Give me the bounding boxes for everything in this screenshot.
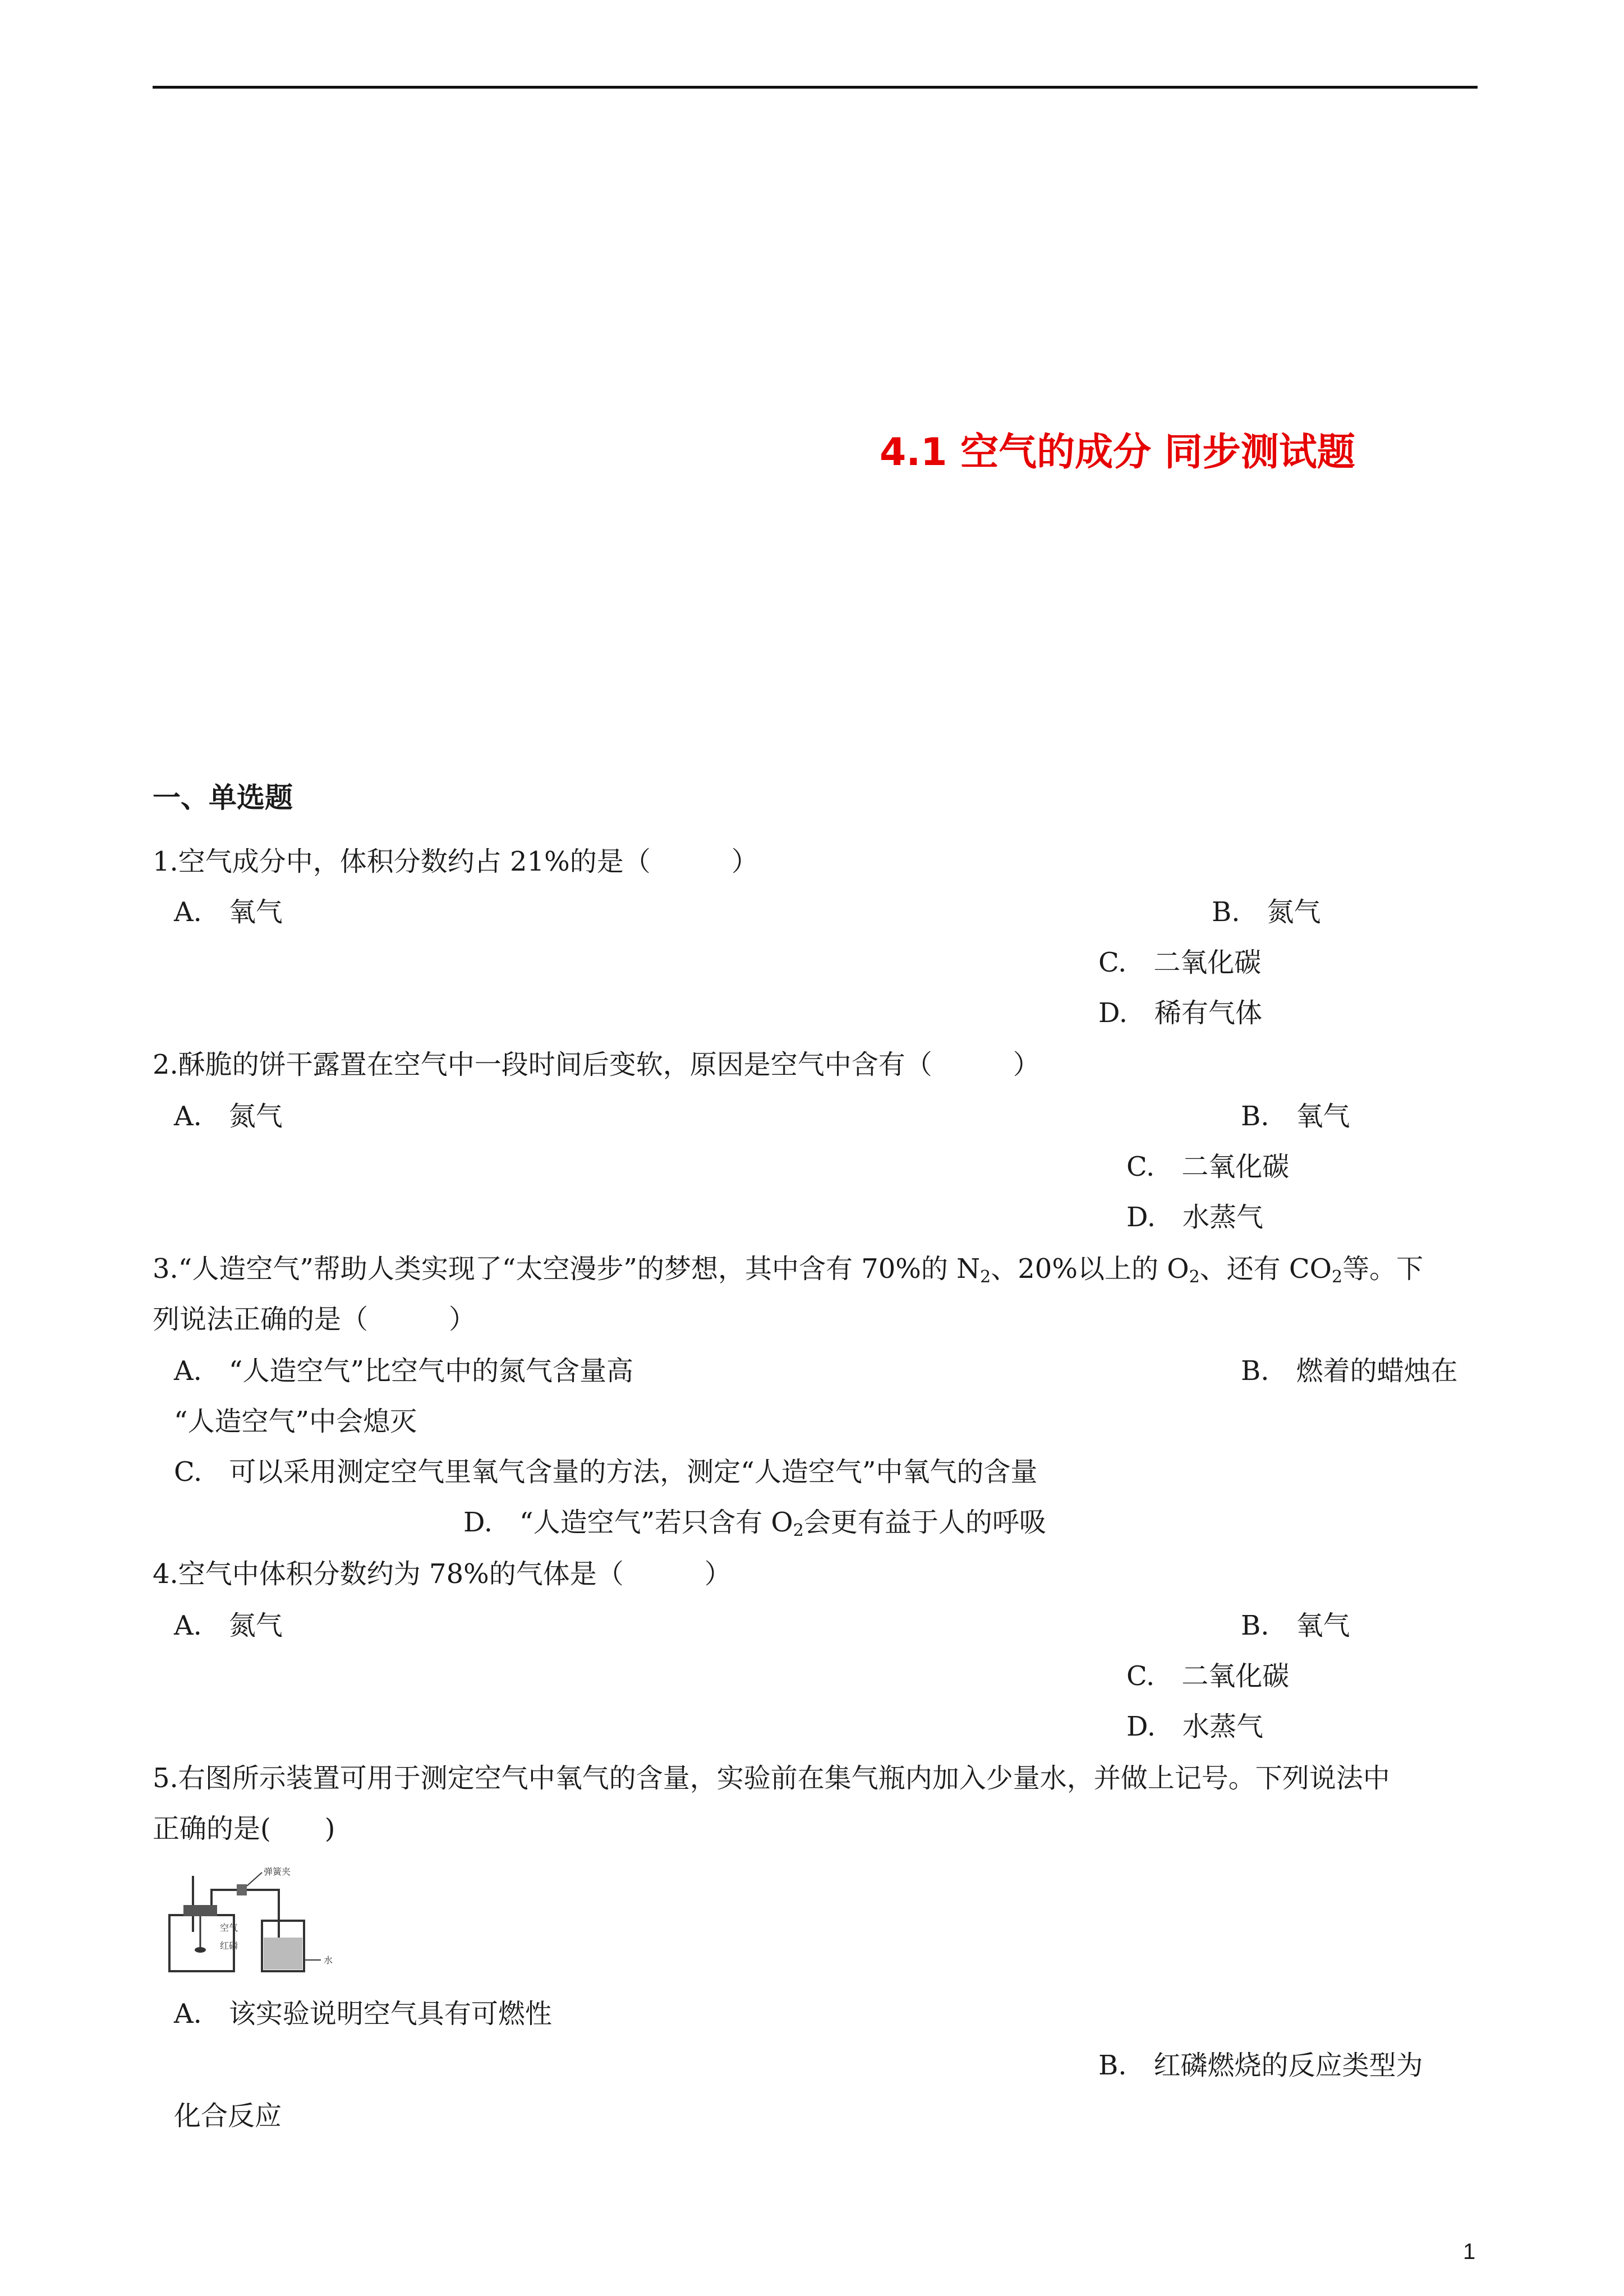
q2-option-a: A. 氮气 (174, 1101, 283, 1132)
q3-option-b: B. 燃着的蜡烛在 (1241, 1355, 1458, 1387)
q2-option-d: D. 水蒸气 (1126, 1202, 1264, 1233)
q5-option-b: B. 红磷燃烧的反应类型为 (1098, 2050, 1423, 2081)
q3-option-a: A. “人造空气”比空气中的氮气含量高 (174, 1355, 634, 1387)
header-rule (153, 86, 1478, 89)
q4-stem: 4.空气中体积分数约为 78%的气体是（ ） (153, 1558, 732, 1590)
label-water: 水 (324, 1955, 333, 1966)
spring-clip (237, 1884, 247, 1895)
q1-option-d: D. 稀有气体 (1098, 997, 1263, 1029)
q1-option-b: B. 氮气 (1212, 896, 1321, 928)
label-spring-clip: 弹簧夹 (264, 1866, 291, 1877)
water (264, 1938, 302, 1970)
q5-stem: 5.右图所示装置可用于测定空气中氧气的含量，实验前在集气瓶内加入少量水，并做上记号。下列说法中 (153, 1763, 1390, 1794)
q4-option-d: D. 水蒸气 (1126, 1711, 1264, 1742)
q4-option-b: B. 氧气 (1241, 1610, 1350, 1641)
red-phosphorus (195, 1947, 206, 1953)
label-air: 空气 (220, 1922, 238, 1933)
section-heading: 一、单选题 (153, 781, 293, 814)
q1-option-a: A. 氧气 (174, 896, 283, 928)
q2-stem: 2.酥脆的饼干露置在空气中一段时间后变软，原因是空气中含有（ ） (153, 1049, 1040, 1080)
q2-option-b: B. 氧气 (1241, 1101, 1350, 1132)
q5-option-a: A. 该实验说明空气具有可燃性 (174, 1998, 552, 2030)
q1-stem: 1.空气成分中，体积分数约占 21%的是（ ） (153, 846, 758, 877)
q3-stem: 3.“人造空气”帮助人类实现了“太空漫步”的梦想，其中含有 70%的 $N_2$、20%以上的 $O_2$、还有 $CO_2$等。下 (153, 1253, 1424, 1287)
q4-option-c: C. 二氧化碳 (1126, 1660, 1290, 1692)
q2-option-c: C. 二氧化碳 (1126, 1151, 1290, 1182)
q5-option-b-cont: 化合反应 (174, 2100, 282, 2132)
page-number: 1 (1463, 2239, 1476, 2264)
label-red-phosphorus: 红磷 (220, 1940, 238, 1951)
q4-option-a: A. 氮气 (174, 1610, 283, 1641)
q3-option-d: D. “人造空气”若只含有 $O_2$会更有益于人的呼吸 (463, 1507, 1046, 1540)
page-title: 4.1 空气的成分 同步测试题 (880, 430, 1355, 475)
q3-stem-line2: 列说法正确的是（ ） (153, 1304, 476, 1335)
apparatus-figure (158, 1865, 343, 1977)
q5-stem-line2: 正确的是( ) (153, 1813, 335, 1844)
q3-option-b-cont: “人造空气”中会熄灭 (174, 1406, 417, 1437)
bottle-stopper (183, 1905, 217, 1916)
q3-option-c: C. 可以采用测定空气里氧气含量的方法，测定“人造空气”中氧气的含量 (174, 1456, 1038, 1488)
q1-option-c: C. 二氧化碳 (1098, 947, 1262, 978)
